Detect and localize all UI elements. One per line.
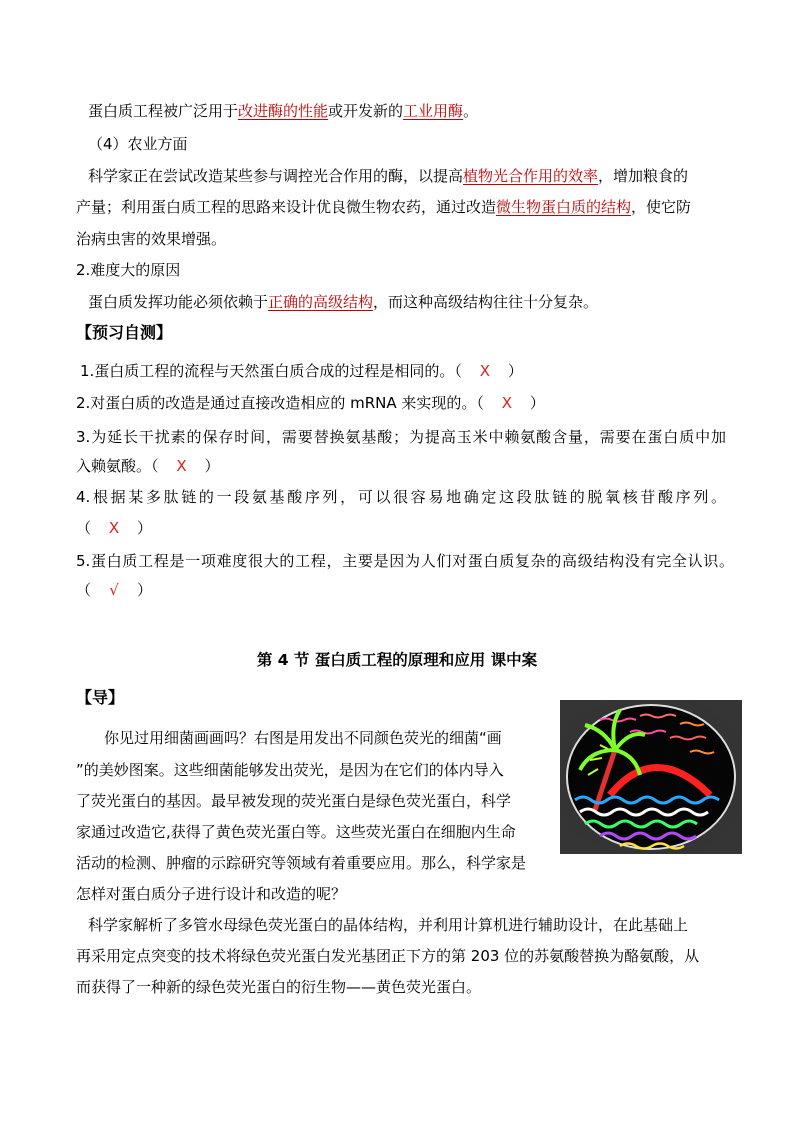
key-term: 工业用酶 xyxy=(403,102,464,120)
question-4-line-2: （ X ） xyxy=(76,519,153,537)
key-term: 改进酶的性能 xyxy=(238,102,329,120)
key-term: 微生物蛋白质的结构 xyxy=(496,198,632,216)
guide-p1-line-6: 怎样对蛋白质分子进行设计和改造的呢？ xyxy=(76,885,347,903)
guide-p1-line-1: 你见过用细菌画画吗？右图是用发出不同颜色荧光的细菌“画 xyxy=(104,729,502,747)
question-5-line-2: （ √ ） xyxy=(76,581,153,599)
text-line-5: 治病虫害的效果增强。 xyxy=(76,230,227,248)
guide-p2-line-3: 而获得了一种新的绿色荧光蛋白的衍生物——黄色荧光蛋白。 xyxy=(76,978,482,996)
question-5-line-1: 5.蛋白质工程是一项难度很大的工程，主要是因为人们对蛋白质复杂的高级结构没有完全认识。 xyxy=(76,552,734,570)
guide-p1-line-4: 家通过改造它,获得了黄色荧光蛋白等。这些荧光蛋白在细胞内生命 xyxy=(76,823,516,841)
question-1: 1.蛋白质工程的流程与天然蛋白质合成的过程是相同的。（ X ） xyxy=(80,362,523,380)
guide-p2-line-2: 再采用定点突变的技术将绿色荧光蛋白发光基团正下方的第 203 位的苏氨酸替换为酪氨酸，从 xyxy=(76,947,700,965)
question-3-line-2: 入赖氨酸。（ X ） xyxy=(76,457,220,475)
text-line-4: 产量；利用蛋白质工程的思路来设计优良微生物农药，通过改造微生物蛋白质的结构，使它防 xyxy=(76,198,692,216)
question-3-line-1: 3.为延长干扰素的保存时间，需要替换氨基酸；为提高玉米中赖氨酸含量，需要在蛋白质中加 xyxy=(76,428,726,446)
answer-cross: X xyxy=(108,519,120,537)
text-line-3: 科学家正在尝试改造某些参与调控光合作用的酶，以提高植物光合作用的效率，增加粮食的 xyxy=(88,167,689,185)
question-4-line-1: 4.根据某多肽链的一段氨基酸序列，可以很容易地确定这段肽链的脱氧核苷酸序列。 xyxy=(76,488,726,506)
guide-p1-line-3: 了荧光蛋白的基因。最早被发现的荧光蛋白是绿色荧光蛋白，科学 xyxy=(76,792,512,810)
key-term: 正确的高级结构 xyxy=(268,293,374,311)
guide-p2-line-1: 科学家解析了多管水母绿色荧光蛋白的晶体结构，并利用计算机进行辅助设计，在此基础上 xyxy=(88,916,689,934)
section-title: 第 4 节 蛋白质工程的原理和应用 课中案 xyxy=(256,651,538,669)
bacteria-painting-image xyxy=(560,700,742,854)
guide-heading: 【导】 xyxy=(76,688,125,707)
answer-cross: X xyxy=(479,362,490,380)
answer-check: √ xyxy=(109,581,119,599)
text-line-1: 蛋白质工程被广泛用于改进酶的性能或开发新的工业用酶。 xyxy=(88,102,479,120)
key-term: 植物光合作用的效率 xyxy=(463,167,599,185)
question-2: 2.对蛋白质的改造是通过直接改造相应的 mRNA 来实现的。（ X ） xyxy=(76,394,545,412)
text-line-7: 蛋白质发挥功能必须依赖于正确的高级结构，而这种高级结构往往十分复杂。 xyxy=(88,293,599,311)
answer-cross: X xyxy=(501,394,513,412)
text-line-2: （4）农业方面 xyxy=(88,135,188,153)
text-line-6: 2.难度大的原因 xyxy=(76,261,181,279)
guide-p1-line-5: 活动的检测、肿瘤的示踪研究等领域有着重要应用。那么，科学家是 xyxy=(76,854,527,872)
guide-p1-line-2: ”的美妙图案。这些细菌能够发出荧光，是因为在它们的体内导入 xyxy=(76,761,504,779)
answer-cross: X xyxy=(176,457,187,475)
self-test-heading: 【预习自测】 xyxy=(76,323,173,342)
